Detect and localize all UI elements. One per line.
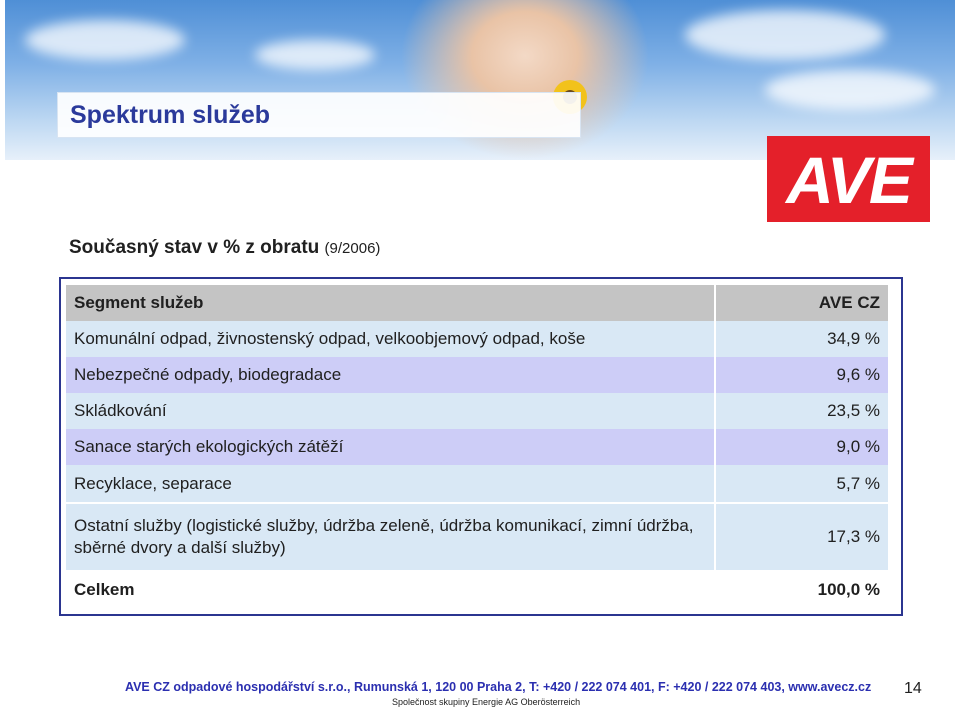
header-segment: Segment služeb [66, 285, 716, 321]
title-box [57, 92, 581, 138]
row-segment: Komunální odpad, živnostenský odpad, velkoobjemový odpad, koše [66, 321, 716, 357]
row-segment: Sanace starých ekologických zátěží [66, 429, 716, 465]
table-row [66, 504, 888, 570]
row-segment-text: Ostatní služby (logistické služby, údržba zeleně, údržba komunikací, zimní údržba, sběrné dvory a další služby) [74, 516, 694, 557]
page-number: 14 [904, 680, 922, 697]
row-segment: Recyklace, separace [66, 465, 716, 502]
cloud-decoration [25, 20, 185, 60]
row-value: 5,7 % [716, 465, 888, 502]
subtitle-note: (9/2006) [324, 240, 381, 257]
cloud-decoration [765, 70, 935, 110]
footer-company-info: AVE CZ odpadové hospodářství s.r.o., Rumunská 1, 120 00 Praha 2, T: +420 / 222 074 401, F: +420 / 222 074 403, www.avecz.cz [125, 680, 872, 694]
table-row [66, 393, 888, 429]
table-total-row [66, 572, 888, 608]
table-row [66, 465, 888, 502]
slide-subtitle [69, 237, 380, 259]
row-segment [66, 504, 716, 570]
cloud-decoration [255, 40, 375, 70]
total-value: 100,0 % [716, 572, 888, 608]
table-row [66, 321, 888, 357]
table-header-row [66, 285, 888, 321]
ave-logo-text: AVE [786, 143, 911, 217]
total-label: Celkem [66, 572, 716, 608]
row-value: 23,5 % [716, 393, 888, 429]
cloud-decoration [685, 10, 885, 60]
footer-group-note: Společnost skupiny Energie AG Oberösterreich [392, 697, 581, 707]
row-segment: Nebezpečné odpady, biodegradace [66, 357, 716, 393]
row-value: 9,6 % [716, 357, 888, 393]
row-value: 34,9 % [716, 321, 888, 357]
row-segment: Skládkování [66, 393, 716, 429]
row-value: 17,3 % [716, 504, 888, 570]
ave-logo [767, 136, 930, 222]
subtitle-text: Současný stav v % z obratu [69, 237, 320, 258]
table-row [66, 429, 888, 465]
header-company: AVE CZ [716, 285, 888, 321]
slide-title: Spektrum služeb [70, 101, 271, 129]
table-row [66, 357, 888, 393]
services-table [59, 277, 903, 616]
row-value: 9,0 % [716, 429, 888, 465]
